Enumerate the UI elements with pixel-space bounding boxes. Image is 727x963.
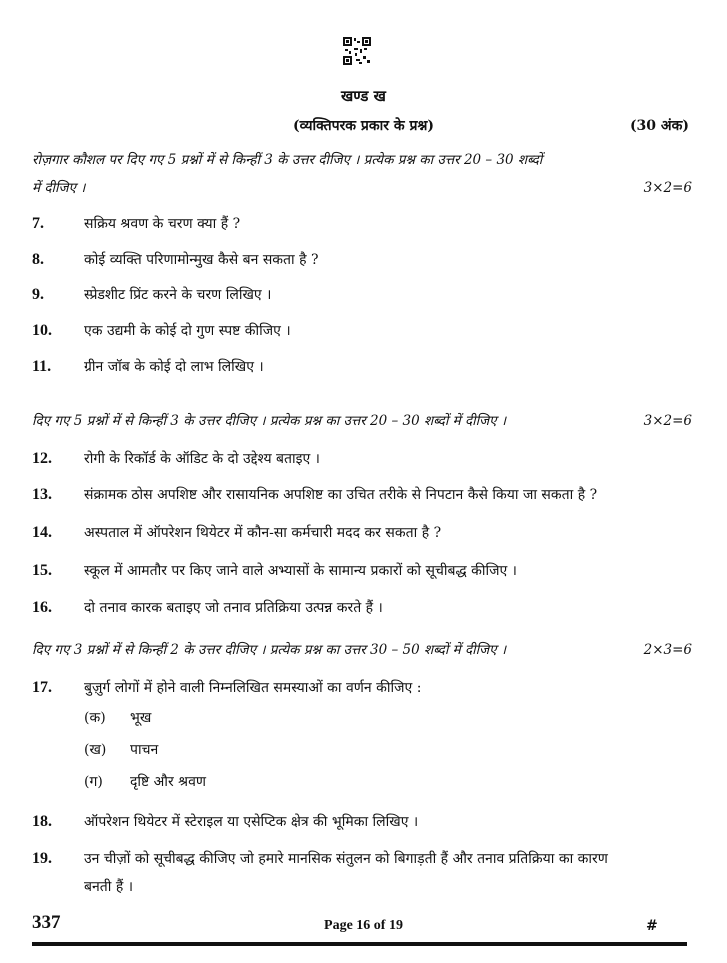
instruction-2-marks: 3×2=6 — [643, 413, 692, 429]
question-text: स्कूल में आमतौर पर किए जाने वाले अभ्यासों के सामान्य प्रकारों को सूचीबद्ध कीजिए । — [84, 563, 517, 579]
question-number: 18. — [32, 813, 52, 830]
question-text: दो तनाव कारक बताइए जो तनाव प्रतिक्रिया उत्पन्न करते हैं । — [84, 600, 383, 616]
hash-mark: # — [646, 918, 658, 934]
question-text: सक्रिय श्रवण के चरण क्या हैं ? — [84, 216, 241, 232]
question-number: 14. — [32, 524, 52, 541]
question-number: 7. — [32, 215, 44, 232]
option-text: दृष्टि और श्रवण — [130, 774, 207, 790]
instruction-1 — [32, 146, 692, 202]
question-number: 15. — [32, 562, 52, 579]
question-12 — [32, 445, 697, 473]
question-number: 11. — [32, 358, 52, 375]
instruction-3 — [32, 636, 692, 664]
footer-rule — [32, 942, 687, 946]
question-number: 13. — [32, 486, 52, 503]
question-text: ऑपरेशन थियेटर में स्टेराइल या एसेप्टिक क्षेत्र की भूमिका लिखिए । — [84, 814, 419, 830]
question-text: अस्पताल में ऑपरेशन थियेटर में कौन-सा कर्मचारी मदद कर सकता है ? — [84, 525, 442, 541]
instruction-3-line1: दिए गए 3 प्रश्नों में से किन्हीं 2 के उत्तर दीजिए । प्रत्येक प्रश्न का उत्तर 30 – 50 शब्दों में दीजिए । — [32, 642, 507, 658]
question-number: 9. — [32, 286, 44, 303]
total-marks: (30 अंक) — [629, 118, 689, 134]
question-19 — [32, 845, 697, 901]
question-number: 19. — [32, 850, 52, 867]
question-number: 10. — [32, 322, 52, 339]
question-number: 17. — [32, 679, 52, 696]
question-text-continued: बनती हैं । — [84, 879, 134, 895]
question-text: बुज़ुर्ग लोगों में होने वाली निम्नलिखित समस्याओं का वर्णन कीजिए : — [84, 680, 422, 696]
instruction-1-line1: रोज़गार कौशल पर दिए गए 5 प्रश्नों में से किन्हीं 3 के उत्तर दीजिए । प्रत्येक प्रश्न का उत्तर 20 – 30 शब्दों — [32, 152, 543, 168]
question-17 — [32, 674, 697, 702]
option-label: (ख) — [84, 742, 107, 758]
option-ka — [84, 708, 151, 727]
qr-code — [343, 37, 371, 65]
question-14 — [32, 519, 697, 547]
question-text: कोई व्यक्ति परिणामोन्मुख कैसे बन सकता है ? — [84, 252, 319, 268]
question-number: 8. — [32, 251, 44, 268]
instruction-2-line1: दिए गए 5 प्रश्नों में से किन्हीं 3 के उत्तर दीजिए । प्रत्येक प्रश्न का उत्तर 20 – 30 शब्दों में दीजिए । — [32, 413, 507, 429]
instruction-1-line2: में दीजिए । — [32, 180, 86, 196]
question-15 — [32, 557, 697, 585]
question-18 — [32, 808, 697, 836]
question-7 — [32, 210, 697, 238]
option-label: (क) — [84, 710, 106, 726]
question-text: स्प्रेडशीट प्रिंट करने के चरण लिखिए । — [84, 287, 272, 303]
page-number: Page 16 of 19 — [324, 918, 403, 933]
question-text: संक्रामक ठोस अपशिष्ट और रासायनिक अपशिष्ट का उचित तरीके से निपटान कैसे किया जा सकता है ? — [84, 487, 598, 503]
option-ga — [84, 772, 206, 791]
question-11 — [32, 353, 697, 381]
question-text: एक उद्यमी के कोई दो गुण स्पष्ट कीजिए । — [84, 323, 291, 339]
question-13 — [32, 481, 697, 509]
question-10 — [32, 317, 697, 345]
section-title: खण्ड ख — [341, 87, 386, 105]
option-text: भूख — [130, 710, 152, 726]
option-kha — [84, 740, 158, 759]
instruction-3-marks: 2×3=6 — [643, 642, 692, 658]
question-number: 16. — [32, 599, 52, 616]
option-label: (ग) — [84, 774, 103, 790]
question-text: ग्रीन जॉब के कोई दो लाभ लिखिए । — [84, 359, 264, 375]
question-text: उन चीज़ों को सूचीबद्ध कीजिए जो हमारे मानसिक संतुलन को बिगाड़ती हैं और तनाव प्रतिक्रिया का कारण — [84, 851, 608, 867]
question-9 — [32, 281, 697, 309]
question-number: 12. — [32, 450, 52, 467]
paper-code: 337 — [32, 912, 61, 933]
question-text: रोगी के रिकॉर्ड के ऑडिट के दो उद्देश्य बताइए । — [84, 451, 320, 467]
question-16 — [32, 594, 697, 622]
section-subtitle: (व्यक्तिपरक प्रकार के प्रश्न) — [292, 118, 434, 134]
option-text: पाचन — [130, 742, 159, 758]
instruction-2 — [32, 407, 692, 435]
question-8 — [32, 246, 697, 274]
instruction-1-marks: 3×2=6 — [643, 180, 692, 196]
